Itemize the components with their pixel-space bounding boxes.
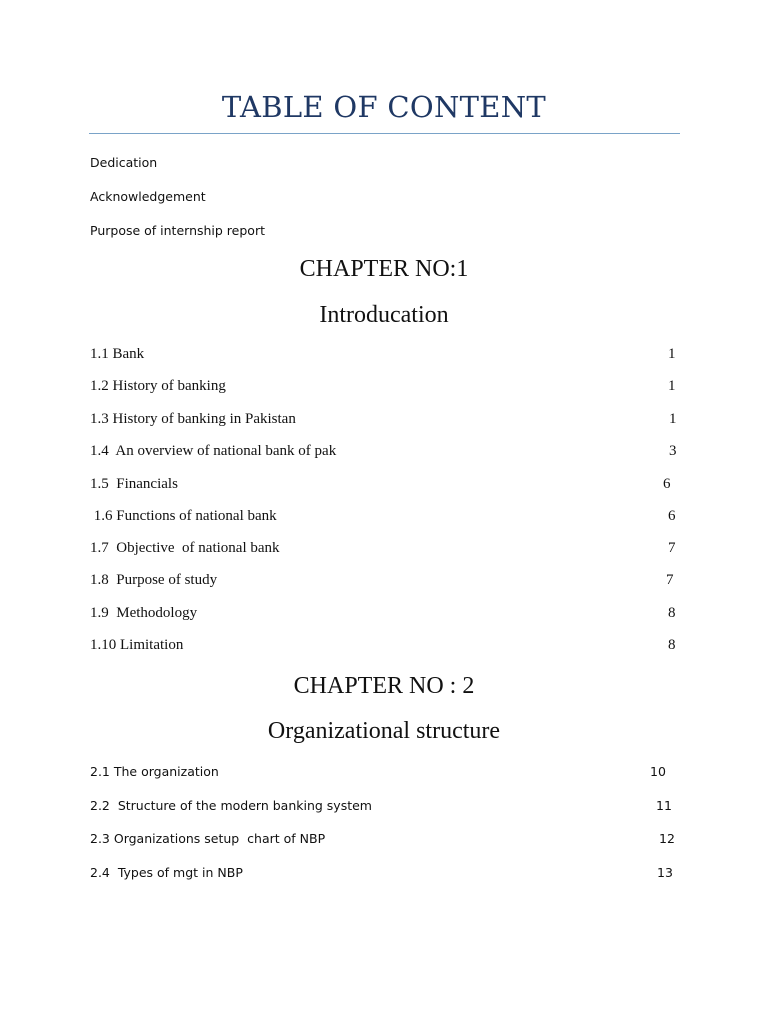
toc-entry-text: 1.9 Methodology: [90, 605, 198, 621]
toc-entry-page: 8: [668, 605, 676, 621]
toc-entry-page: 1: [668, 346, 676, 362]
toc-entry-page: 1: [668, 378, 676, 394]
toc-entry-text: 1.10 Limitation: [90, 637, 184, 653]
toc-entry-page: 7: [668, 540, 676, 556]
toc-entry-page: 1: [669, 411, 677, 427]
front-matter-dedication: Dedication: [90, 155, 158, 170]
toc-entry-text: 1.2 History of banking: [90, 378, 226, 394]
chapter-2-label: CHAPTER NO : 2: [293, 673, 475, 699]
toc-entry-page: 12: [659, 831, 675, 846]
front-matter-purpose: Purpose of internship report: [90, 223, 265, 238]
toc-entry-text: 1.5 Financials: [90, 476, 178, 492]
toc-entry-page: 11: [656, 798, 672, 813]
toc-entry-text: 1.3 History of banking in Pakistan: [90, 411, 296, 427]
chapter-2-title: Organizational structure: [267, 718, 501, 744]
toc-entry-text: 2.3 Organizations setup chart of NBP: [90, 831, 326, 846]
toc-entry-page: 3: [669, 443, 677, 459]
toc-entry-page: 6: [663, 476, 671, 492]
chapter-1-label: CHAPTER NO:1: [299, 256, 469, 282]
toc-entry-page: 13: [657, 865, 673, 880]
toc-entry-text: 1.7 Objective of national bank: [90, 540, 280, 556]
toc-entry-page: 10: [650, 764, 666, 779]
toc-entry-page: 6: [668, 508, 676, 524]
toc-entry-text: 1.1 Bank: [90, 346, 145, 362]
toc-entry-text: 2.4 Types of mgt in NBP: [90, 865, 243, 880]
page-title: TABLE OF CONTENT: [221, 90, 547, 124]
toc-entry-text: 1.6 Functions of national bank: [90, 508, 277, 524]
toc-entry-text: 1.4 An overview of national bank of pak: [90, 443, 337, 459]
title-underline: [89, 133, 680, 134]
toc-entry-page: 7: [666, 572, 674, 588]
chapter-1-title: Introducation: [319, 302, 449, 328]
toc-entry-page: 8: [668, 637, 676, 653]
toc-entry-text: 1.8 Purpose of study: [90, 572, 218, 588]
front-matter-acknowledgement: Acknowledgement: [90, 189, 206, 204]
toc-entry-text: 2.1 The organization: [90, 764, 219, 779]
toc-entry-text: 2.2 Structure of the modern banking system: [90, 798, 372, 813]
